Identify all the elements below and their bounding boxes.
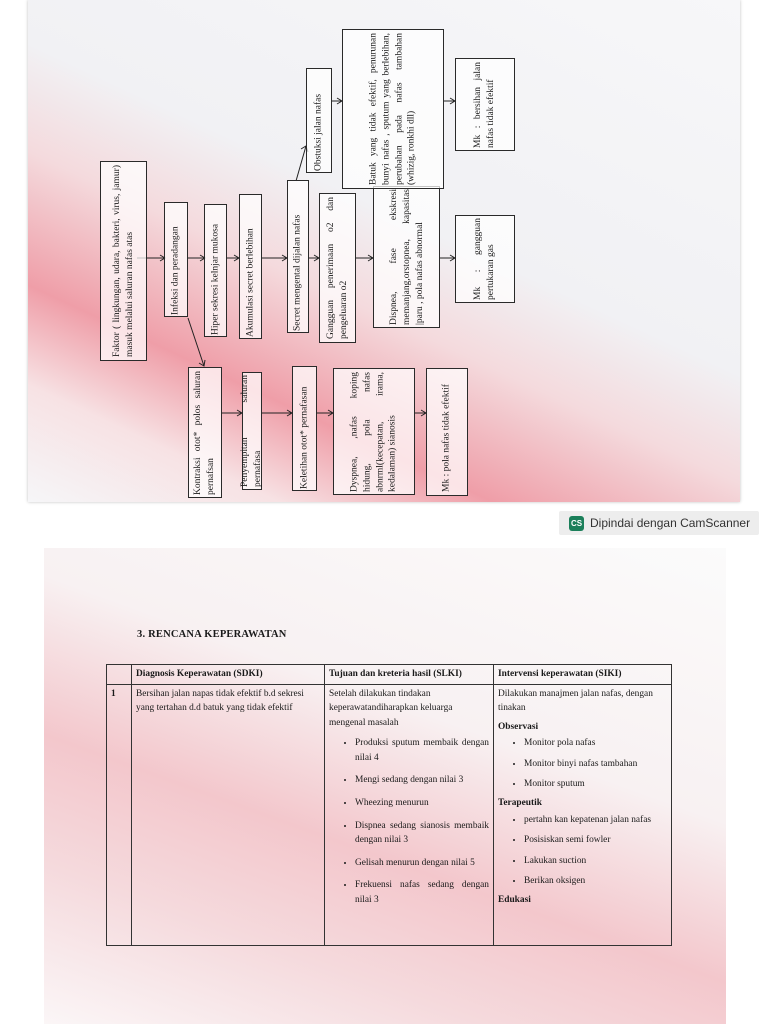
flow-node-kontraksi [188, 367, 222, 498]
camscanner-text: Dipindai dengan CamScanner [590, 516, 751, 530]
header-siki: Intervensi keperawatan (SIKI) [494, 665, 672, 685]
flow-node-akumulasi [239, 194, 262, 339]
flow-node-infeksi [164, 202, 188, 317]
flow-node-dyspnea-text: Dyspnea, ,nafas koping hidung, pola nafas abnrml(kecepatan, irama, kedalaman) sianosis [349, 371, 398, 492]
list-item: • Monitor pola nafas [524, 736, 667, 751]
flow-node-faktor-text: Faktor ( lingkungan, udara, bakteri, virus, jamur) masuk melalui saluran nafas atas [111, 165, 135, 357]
flow-node-dispnea-text: Dispnea, fase ekskresi memanjang,orstopnea, kapasitas |paru , pola nafas abnormal [388, 189, 424, 325]
header-slki: Tujuan dan kreteria hasil (SLKI) [325, 665, 494, 685]
list-item: • Berikan oksigen [524, 874, 667, 889]
flow-node-penyempitan [242, 372, 262, 490]
list-item: • pertahn kan kepatenan jalan nafas [524, 813, 667, 828]
flow-node-kontraksi-text: Kontraksi otot* polos saluran pernafsan [193, 370, 216, 495]
section-title: 3. RENCANA KEPERAWATAN [137, 629, 287, 640]
flow-node-hiper [204, 204, 227, 337]
table-header-row [107, 665, 672, 685]
flow-node-hiper-text: Hiper sekresi kelnjar mukosa [210, 223, 221, 335]
tujuan-cell [325, 684, 494, 945]
flow-node-keletihan-text: Keletihan otot* pernafasan [299, 386, 310, 489]
flow-node-dyspnea [333, 368, 415, 495]
diagnosis-cell [132, 684, 325, 945]
edukasi-heading: Edukasi [498, 894, 531, 905]
list-item: • Wheezing menurun [355, 796, 489, 811]
flow-node-mk-pola-text: Mk : pola nafas tidak efektif [441, 384, 452, 492]
observasi-heading: Observasi [498, 721, 539, 732]
flow-node-obstuksi [306, 68, 332, 173]
flow-node-secret [287, 180, 309, 333]
list-item: • Lakukan suction [524, 854, 667, 869]
header-sdki: Diagnosis Keperawatan (SDKI) [132, 665, 325, 685]
list-item: • Mengi sedang dengan nilai 3 [355, 773, 489, 788]
flow-node-faktor [100, 161, 147, 361]
flow-node-gangguan-o2-text: Gangguan penerimaan o2 dan pengeluaran o2 [325, 197, 349, 339]
intervensi-cell [494, 684, 672, 945]
flow-node-infeksi-text: Infeksi dan peradangan [170, 225, 181, 315]
intervensi-intro: Dilakukan manajmen jalan nafas, dengan tinakan [498, 688, 653, 714]
list-item: • Produksi sputum membaik dengan nilai 4 [355, 736, 489, 765]
camscanner-badge [559, 511, 759, 535]
flow-node-mk-gangguan [455, 215, 515, 303]
flowchart [96, 21, 578, 495]
flow-node-batuk [342, 29, 444, 189]
list-item: • Dispnea sedang sianosis membaik dengan nilai 3 [355, 819, 489, 848]
care-plan-table [106, 664, 672, 946]
list-item: • Monitor binyi nafas tambahan [524, 757, 667, 772]
flow-node-keletihan [292, 366, 317, 491]
flow-node-mk-gangguan-text: Mk : gangguan pertukaran gas [473, 218, 496, 300]
list-item: • Monitor sputum [524, 777, 667, 792]
diagnosis-text: Bersihan jalan napas tidak efektif b.d sekresi yang tertahan d.d batuk yang tidak efektif [136, 688, 304, 714]
list-item: • Gelisah menurun dengan nilai 5 [355, 856, 489, 871]
flow-node-mk-bersihan [455, 58, 515, 151]
flow-node-mk-bersihan-text: Mk : bersihan jalan nafas tidak efektif [473, 61, 496, 148]
flow-node-dispnea [373, 186, 440, 328]
flow-node-secret-text: Secret mengental dijalan nafas [292, 214, 303, 331]
flow-node-penyempitan-text: Penyempitan saluran pernafasa [240, 375, 263, 487]
observasi-list [498, 736, 667, 792]
table-row [107, 684, 672, 945]
scanned-page-care-plan [44, 548, 726, 1024]
terapeutik-list [498, 813, 667, 889]
header-no [107, 665, 132, 685]
flow-node-gangguan-o2 [319, 193, 356, 343]
kriteria-list [329, 736, 489, 907]
tujuan-intro: Setelah dilakukan tindakan keperawatandiharapkan keluarga mengenal masalah [329, 688, 453, 728]
row-number: 1 [107, 684, 132, 945]
terapeutik-heading: Terapeutik [498, 798, 542, 809]
flow-node-batuk-text: Batuk yang tidak efektif, penurunan bunyi nafas , sputum yang berlebihan, perubahan pada nafas tambahan (whizig, ronkhi dll) [368, 33, 417, 185]
flow-node-akumulasi-text: Akumulasi secret berlebihan [245, 227, 256, 337]
list-item: • Frekuensi nafas sedang dengan nilai 3 [355, 878, 489, 907]
list-item: • Posisiskan semi fowler [524, 833, 667, 848]
camscanner-logo-icon: CS [569, 516, 584, 531]
flow-node-mk-pola [426, 368, 468, 496]
flow-node-obstuksi-text: Obstuksi jalan nafas [313, 93, 324, 171]
